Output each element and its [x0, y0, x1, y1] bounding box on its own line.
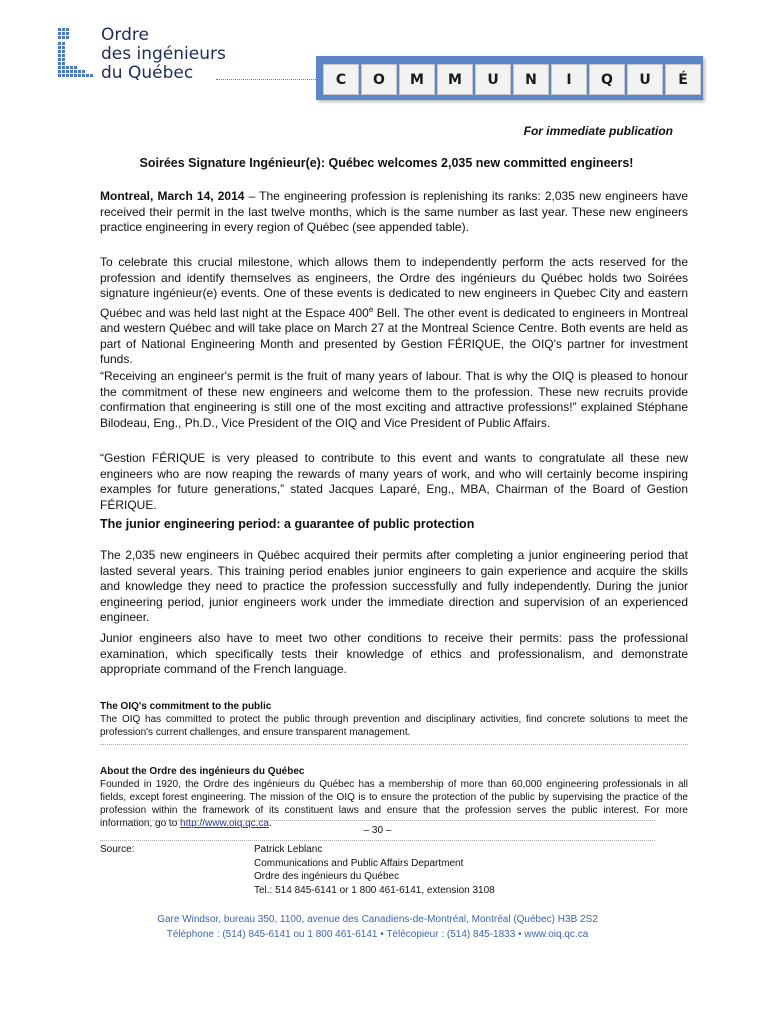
paragraph-1: Montreal, March 14, 2014 – The engineering profession is replenishing its ranks: 2,035 new engineers have received their permit in the last twelve months, which is the same number as last year. These new engineers practice engineering in every region of Québec (see appended table). [100, 189, 688, 234]
source-name: Patrick Leblanc [254, 844, 323, 855]
banner-letter: U [475, 64, 511, 95]
banner-letter: N [513, 64, 549, 95]
paragraph-5: The 2,035 new engineers in Québec acquired their permits after completing a junior engineering period that lasted several years. This training period enables junior engineers to gain experience and acquire the skills and knowledge they need to practice the profession successfully and fully independently. During the junior engineering period, junior engineers work under the immediate direction and supervision of an experienced engineer. [100, 548, 688, 624]
banner-letter: O [361, 64, 397, 95]
dateline: Montreal, March 14, 2014 [100, 189, 245, 203]
banner-letter: C [323, 64, 359, 95]
divider [100, 840, 655, 841]
divider [100, 820, 655, 821]
logo-line-1: Ordre [101, 25, 149, 45]
banner-letter: É [665, 64, 701, 95]
logo-line-2: des ingénieurs [101, 44, 226, 64]
oiq-website-link[interactable]: http://www.oiq.qc.ca [180, 818, 269, 829]
section-heading-junior: The junior engineering period: a guarantee of public protection [100, 517, 475, 531]
banner-letter: Q [589, 64, 625, 95]
logo-dotted-rule [216, 79, 316, 80]
oiq-logo-grid-icon [58, 28, 98, 80]
source-department: Communications and Public Affairs Department [254, 857, 464, 869]
source-telephone: Tel.: 514 845-6141 or 1 800 461-6141, extension 3108 [254, 884, 495, 896]
banner-letter: M [399, 64, 435, 95]
paragraph-4: “Gestion FÉRIQUE is very pleased to contribute to this event and wants to congratulate all these new engineers who are now reaping the rewards of many years of work, and who will certainly become inspiring examples for future generations,” stated Jacques Laparé, Eng., MBA, Chairman of the Board of Gestion FÉRIQUE. [100, 451, 688, 512]
banner-letter: U [627, 64, 663, 95]
headline: Soirées Signature Ingénieur(e): Québec welcomes 2,035 new committed engineers! [139, 156, 634, 170]
paragraph-6: Junior engineers also have to meet two other conditions to receive their permits: pass the professional examination, which specifically tests their knowledge of ethics and professionalism, and demonstrate appropriate command of the French language. [100, 631, 688, 676]
source-organization: Ordre des ingénieurs du Québec [254, 871, 400, 882]
footer-address: Gare Windsor, bureau 350, 1100, avenue des Canadiens-de-Montréal, Montréal (Québec) H3B 2S2 [157, 914, 598, 925]
divider [100, 744, 688, 745]
communique-banner [316, 56, 703, 100]
footer-contact: Téléphone : (514) 845-6141 ou 1 800 461-6141 • Télécopieur : (514) 845-1833 • www.oiq.qc.ca [166, 929, 589, 940]
banner-letter: M [437, 64, 473, 95]
about-text: Founded in 1920, the Ordre des ingénieurs du Québec has a membership of more than 60,000 engineering professionals in all fields, except forest engineering. The mission of the OIQ is to ensure the protection of the public by supervising the practice of the profession within the framework of its constituent laws and ensure that the profession serves the public interest. For more information, go to http://www.oiq.qc.ca. [100, 779, 688, 829]
source-label: Source: [100, 844, 135, 855]
banner-letter: I [551, 64, 587, 95]
about-title: About the Ordre des ingénieurs du Québec [100, 766, 305, 777]
paragraph-3: “Receiving an engineer's permit is the fruit of many years of labour. That is why the OIQ is pleased to honour the commitment of these new engineers and welcome them to the profession. These new recruits provide confirmation that engineering is still one of the most exciting and attractive professions!” explained Stéphane Bilodeau, Eng., Ph.D., Vice President of the OIQ and Vice President of Public Affairs. [100, 369, 688, 430]
commitment-title: The OIQ's commitment to the public [100, 701, 272, 712]
commitment-text: The OIQ has committed to protect the public through prevention and disciplinary activities, find concrete solutions to meet the profession's current challenges, and ensure transparent management. [100, 714, 688, 738]
end-marker: – 30 – [363, 825, 392, 836]
paragraph-2: To celebrate this crucial milestone, which allows them to independently perform the acts reserved for the profession and identify themselves as engineers, the Ordre des ingénieurs du Québec holds two Soirées signature ingénieur(e) events. One of these events is dedicated to new engineers in Quebec City and eastern Québec and was held last night at the Espace 400e Bell. The other event is dedicated to engineers in Montreal and western Québec and will take place on March 27 at the Montreal Science Centre. Both events are held as part of National Engineering Month and presented by Gestion FÉRIQUE, the OIQ's partner for investment funds. [100, 255, 688, 366]
publication-tag: For immediate publication [523, 124, 673, 138]
logo-line-3: du Québec [101, 63, 194, 83]
